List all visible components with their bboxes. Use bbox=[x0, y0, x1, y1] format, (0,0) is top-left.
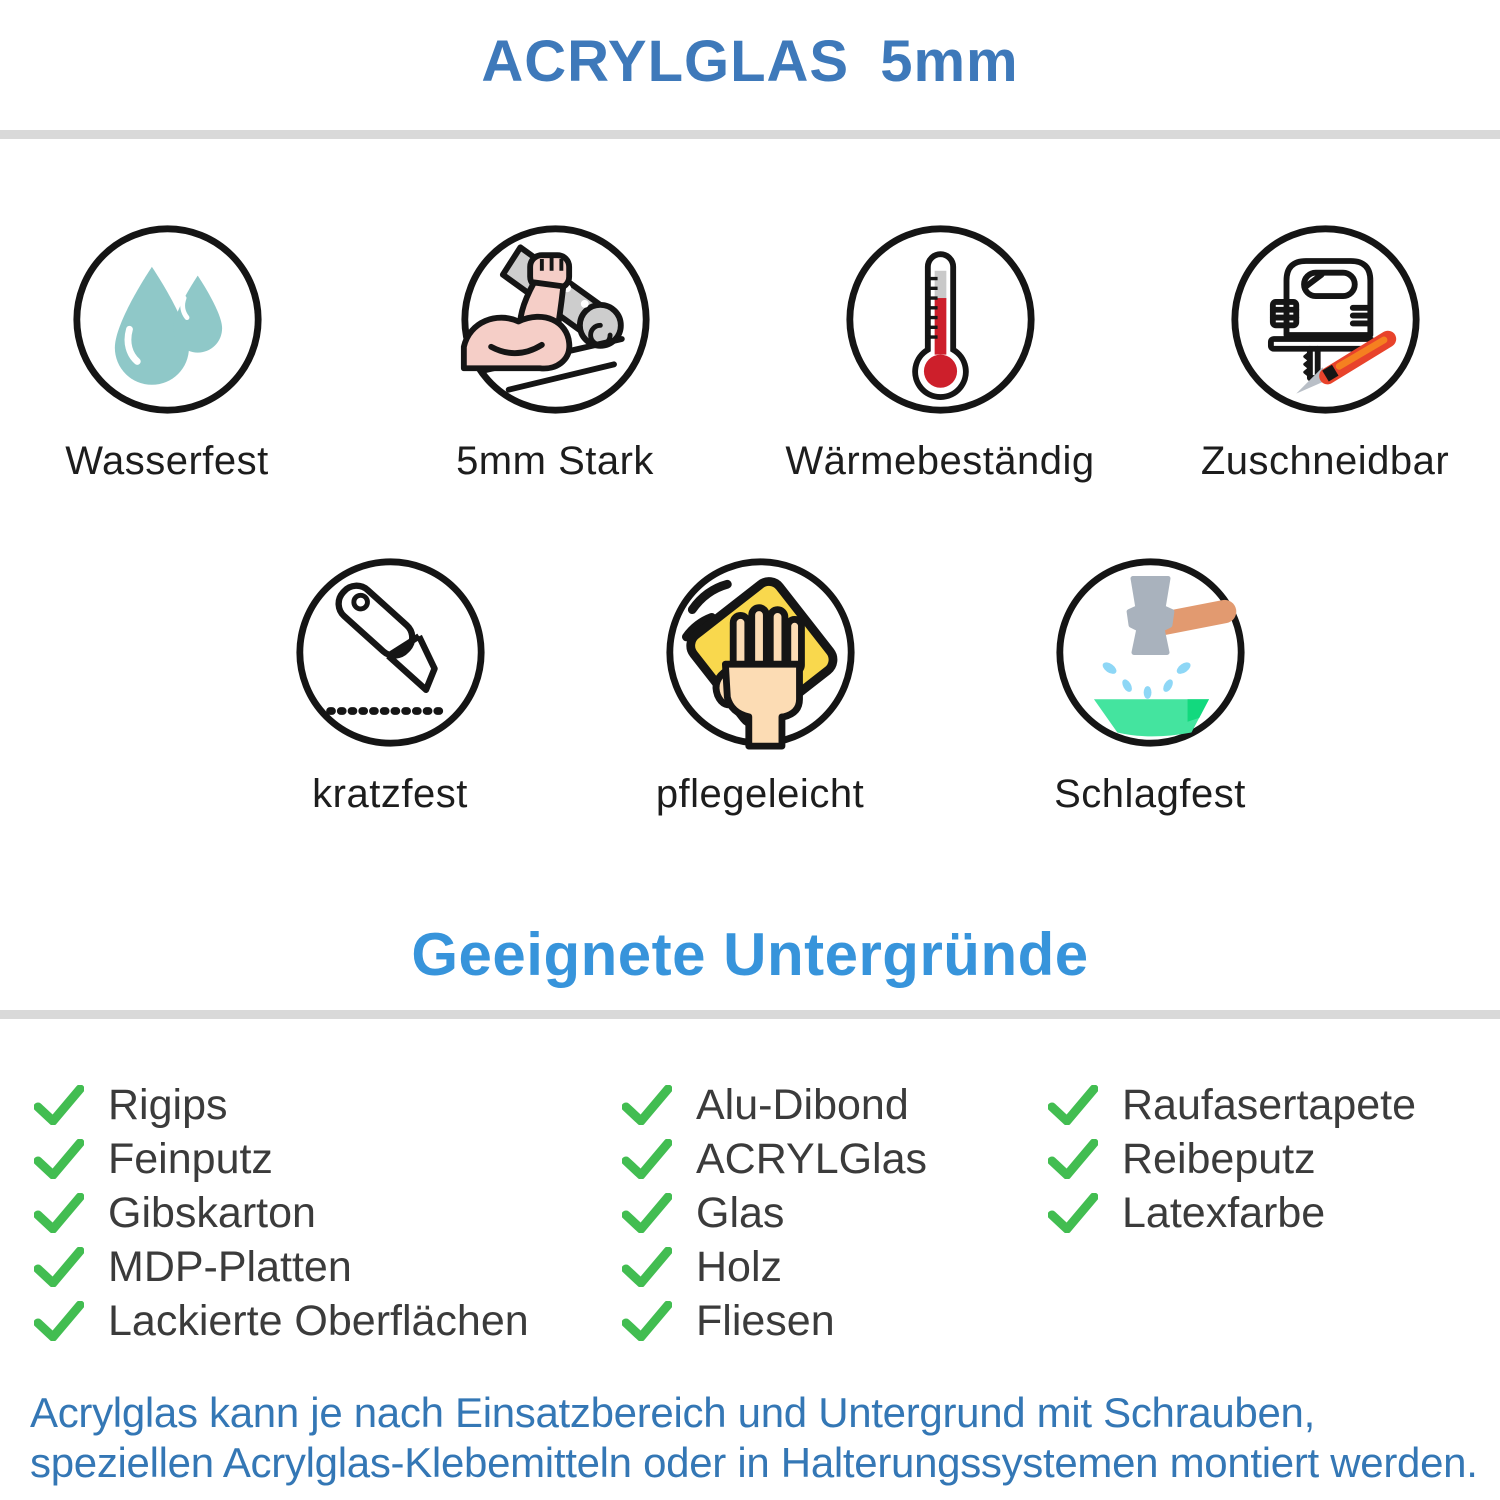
divider-top bbox=[0, 130, 1500, 139]
list-item bbox=[34, 1132, 529, 1186]
feature-label: Wasserfest bbox=[65, 439, 269, 483]
substrate-label: MDP-Platten bbox=[108, 1242, 352, 1291]
thermometer-icon bbox=[843, 222, 1038, 417]
mounting-note-line-2: speziellen Acrylglas-Klebemitteln oder in Halterungssystemen montiert werden. bbox=[30, 1439, 1478, 1486]
feature-heat-resistant bbox=[775, 222, 1105, 484]
substrates-column-3 bbox=[1048, 1078, 1416, 1240]
list-item bbox=[622, 1294, 927, 1348]
checkmark-icon bbox=[622, 1085, 672, 1125]
feature-impact-resistant bbox=[985, 555, 1315, 817]
substrate-label: Raufasertapete bbox=[1122, 1080, 1417, 1129]
feature-label: Zuschneidbar bbox=[1200, 439, 1450, 483]
list-item bbox=[34, 1186, 529, 1240]
checkmark-icon bbox=[1048, 1085, 1098, 1125]
substrate-label: Gibskarton bbox=[108, 1188, 316, 1237]
cleaning-hand-icon bbox=[663, 555, 858, 750]
muscle-arm-icon bbox=[458, 222, 653, 417]
feature-label: 5mm Stark bbox=[456, 439, 654, 483]
checkmark-icon bbox=[34, 1085, 84, 1125]
list-item bbox=[1048, 1132, 1416, 1186]
checkmark-icon bbox=[622, 1193, 672, 1233]
page-title: ACRYLGLAS 5mm bbox=[481, 29, 1019, 94]
jigsaw-icon bbox=[1228, 222, 1423, 417]
checkmark-icon bbox=[34, 1139, 84, 1179]
feature-cuttable bbox=[1160, 222, 1490, 484]
substrates-heading: Geeignete Untergründe bbox=[411, 921, 1089, 988]
substrate-label: Reibeputz bbox=[1122, 1134, 1316, 1183]
list-item bbox=[622, 1132, 927, 1186]
checkmark-icon bbox=[1048, 1139, 1098, 1179]
checkmark-icon bbox=[34, 1247, 84, 1287]
mounting-note bbox=[30, 1388, 1490, 1488]
substrates-column-1 bbox=[34, 1078, 529, 1348]
feature-label: Wärmebeständig bbox=[785, 439, 1095, 483]
feature-label: Schlagfest bbox=[1054, 772, 1246, 816]
feature-strength bbox=[390, 222, 720, 484]
water-drops-icon bbox=[70, 222, 265, 417]
substrate-label: Feinputz bbox=[108, 1134, 273, 1183]
list-item bbox=[622, 1240, 927, 1294]
hammer-icon bbox=[1053, 555, 1248, 750]
checkmark-icon bbox=[34, 1193, 84, 1233]
substrate-label: Alu-Dibond bbox=[696, 1080, 909, 1129]
feature-waterproof bbox=[2, 222, 332, 484]
list-item bbox=[622, 1186, 927, 1240]
substrate-label: Holz bbox=[696, 1242, 783, 1291]
checkmark-icon bbox=[622, 1301, 672, 1341]
substrates-column-2 bbox=[622, 1078, 927, 1348]
checkmark-icon bbox=[622, 1139, 672, 1179]
list-item bbox=[1048, 1078, 1416, 1132]
list-item bbox=[34, 1294, 529, 1348]
list-item bbox=[34, 1078, 529, 1132]
feature-scratch-resistant bbox=[225, 555, 555, 817]
mounting-note-line-1: Acrylglas kann je nach Einsatzbereich und Untergrund mit Schrauben, bbox=[30, 1389, 1315, 1436]
checkmark-icon bbox=[1048, 1193, 1098, 1233]
substrate-label: Glas bbox=[696, 1188, 785, 1237]
list-item bbox=[34, 1240, 529, 1294]
checkmark-icon bbox=[34, 1301, 84, 1341]
feature-label: kratzfest bbox=[312, 772, 468, 816]
list-item bbox=[1048, 1186, 1416, 1240]
substrate-label: Rigips bbox=[108, 1080, 228, 1129]
feature-easy-care bbox=[595, 555, 925, 817]
substrate-label: ACRYLGlas bbox=[696, 1134, 928, 1183]
divider-substrates bbox=[0, 1010, 1500, 1019]
utility-knife-icon bbox=[293, 555, 488, 750]
checkmark-icon bbox=[622, 1247, 672, 1287]
substrate-label: Latexfarbe bbox=[1122, 1188, 1326, 1237]
substrate-label: Fliesen bbox=[696, 1296, 835, 1345]
substrate-label: Lackierte Oberflächen bbox=[108, 1296, 529, 1345]
list-item bbox=[622, 1078, 927, 1132]
feature-label: pflegeleicht bbox=[655, 772, 865, 816]
